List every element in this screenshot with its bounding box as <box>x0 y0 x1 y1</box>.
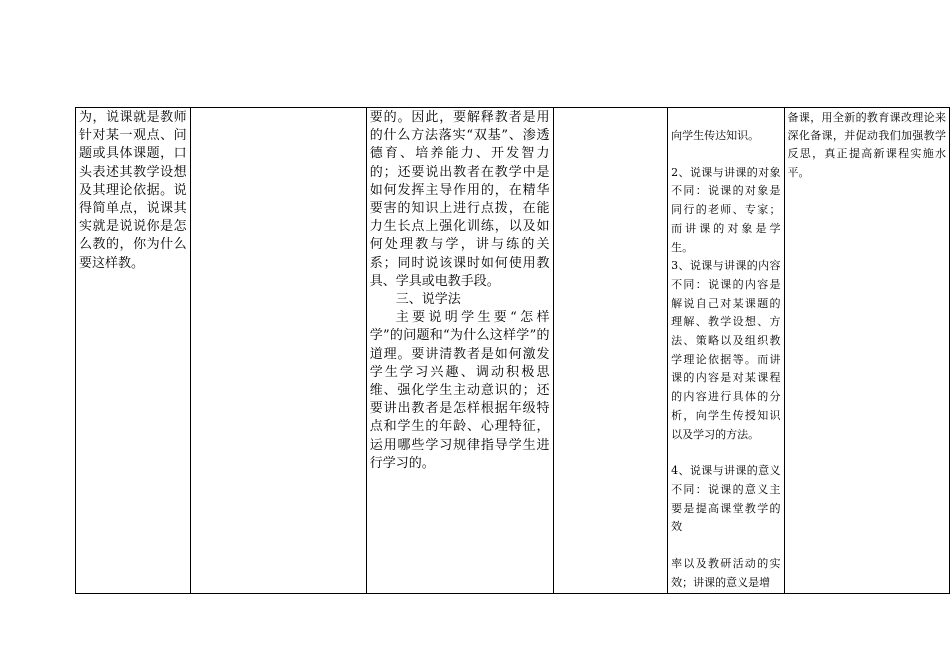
table-row <box>76 108 950 594</box>
document-table <box>75 107 950 594</box>
cell-col5 <box>668 108 784 594</box>
col1-text: 为，说课就是教师针对某一观点、问题或具体课题，口头表述其教学设想及其理论依据。说得简单点，说课其实就是说说你是怎么教的，你为什么要这样教。 <box>79 110 187 271</box>
col6-text: 备课，用全新的教育课改理论来深化备课，并促动我们加强教学反思，真正提高新课程实施水平。 <box>787 111 946 179</box>
col5-top-gap <box>671 109 780 127</box>
col5-paragraph-2: 2、说课与讲课的对象不同：说课的对象是同行的老师、专家；而讲课的对象是学生。 <box>671 165 781 254</box>
col5-paragraph-3: 3、说课与讲课的内容不同：说课的内容是解说自己对某课题的理解、教学设想、方法、策略以及组织教学理论依据等。而讲课的内容是对某课程的内容进行具体的分析，向学生传授知识以及学习的方法。 <box>671 259 781 441</box>
col5-gap <box>671 537 780 555</box>
col5-paragraph-4: 4、说课与讲课的意义不同：说课的意义主要是提高课堂教学的效 <box>671 464 781 534</box>
col5-gap <box>671 146 780 164</box>
col5-gap <box>671 444 780 462</box>
cell-col3 <box>366 108 553 594</box>
col3-paragraph-2: 主要说明学生要“怎样学”的问题和“为什么这样学”的道理。要讲清教者是如何激发学生学习兴趣、调动积极思维、强化学生主动意识的；还要讲出教者是怎样根据年级特点和学生的年龄、心理特征，运用哪些学习规律指导学生进行学习的。 <box>369 310 550 471</box>
cell-col6 <box>784 108 949 594</box>
col3-paragraph-1: 要的。因此，要解释教者是用的什么方法落实“双基”、渗透德育、培养能力、开发智力的；还要说出教者在教学中是如何发挥主导作用的，在精华要害的知识上进行点拨，在能力生长点上强化训练，以及如何处理教与学，讲与练的关系；同时说该课时如何使用教具、学具或电教手段。 <box>369 110 550 289</box>
col5-paragraph-5: 率以及教研活动的实效；讲课的意义是增 <box>671 557 781 589</box>
col3-heading: 三、说学法 <box>395 292 461 308</box>
col5-paragraph-1: 向学生传达知识。 <box>671 129 760 142</box>
cell-col1 <box>76 108 191 594</box>
cell-col2 <box>190 108 366 594</box>
cell-col4 <box>553 108 668 594</box>
